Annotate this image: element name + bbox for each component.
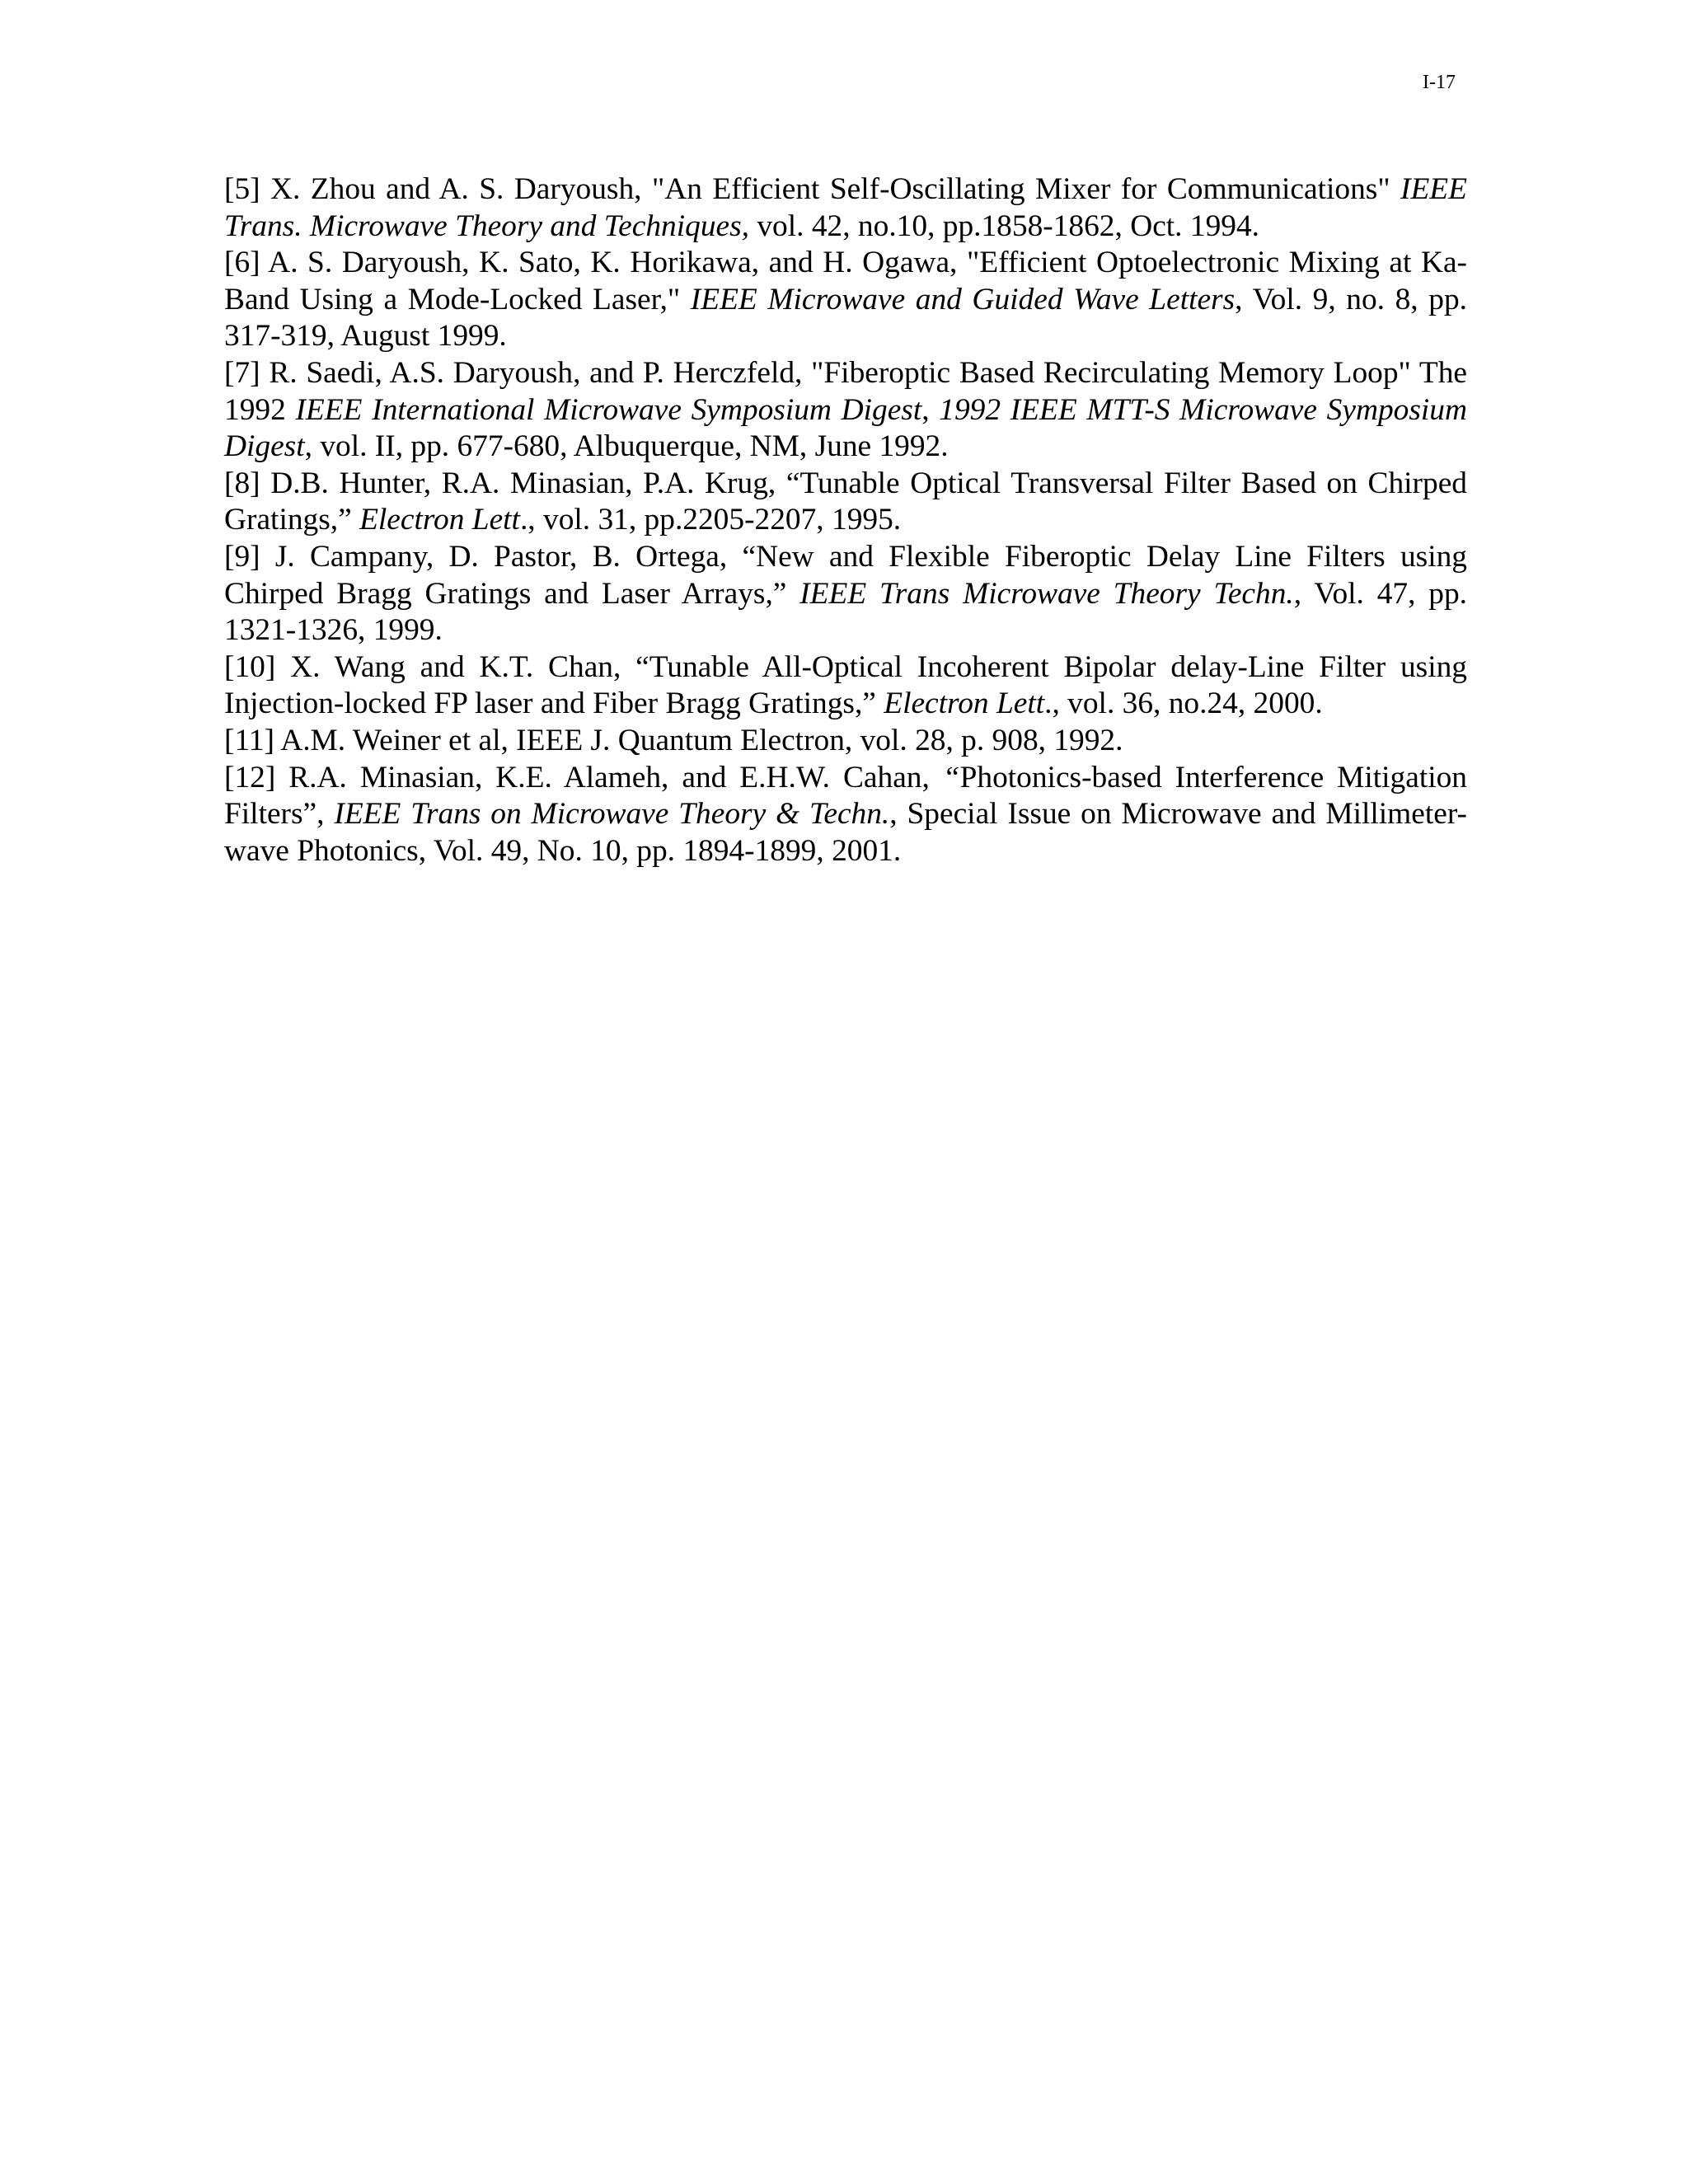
reference-entry (224, 466, 1467, 539)
reference-entry (224, 539, 1467, 649)
reference-text: , Vol. 47, pp. 1321-1326, 1999. (224, 576, 1468, 648)
reference-text: [8] D.B. Hunter, R.A. Minasian, P.A. Krug, “Tunable Optical Transversal Filter Based on Chirped Gratings,” (224, 466, 1467, 537)
reference-entry (224, 171, 1467, 245)
reference-italic-text: Electron Lett (884, 687, 1045, 721)
reference-text: [5] X. Zhou and A. S. Daryoush, "An Efficient Self-Oscillating Mixer for Communications" (224, 172, 1401, 206)
reference-list (224, 171, 1467, 869)
reference-text: ., vol. 36, no.24, 2000. (1044, 687, 1323, 721)
reference-entry (224, 245, 1467, 355)
reference-text: , Special Issue on Microwave and Millimeter-wave Photonics, Vol. 49, No. 10, pp. 1894-1899, 2001. (224, 797, 1467, 868)
reference-italic-text: IEEE Trans on Microwave Theory & Techn. (334, 797, 890, 832)
reference-text: , vol. II, pp. 677-680, Albuquerque, NM, June 1992. (304, 429, 949, 464)
reference-text: [10] X. Wang and K.T. Chan, “Tunable All-Optical Incoherent Bipolar delay-Line Filter using Injection-locked FP laser and Fiber Bragg Gratings,” (224, 649, 1467, 721)
reference-text: [9] J. Campany, D. Pastor, B. Ortega, “New and Flexible Fiberoptic Delay Line Filters using Chirped Bragg Gratings and Laser Arrays,” (224, 539, 1467, 611)
page-number: I-17 (1423, 72, 1456, 93)
reference-entry (224, 355, 1467, 466)
reference-italic-text: “ (942, 760, 960, 794)
reference-italic-text: IEEE Trans. Microwave Theory and Techniques, (224, 172, 1467, 243)
reference-text: [6] A. S. Daryoush, K. Sato, K. Horikawa, and H. Ogawa, "Efficient Optoelectronic Mixing at Ka-Band Using a Mode-Locked Laser," (224, 246, 1467, 316)
reference-text: [7] R. Saedi, A.S. Daryoush, and P. Herczfeld, "Fiberoptic Based Recirculating Memory Loop" The 1992 (224, 355, 1467, 427)
reference-entry (224, 649, 1467, 723)
reference-text: ., vol. 31, pp.2205-2207, 1995. (519, 503, 902, 537)
reference-entry (224, 723, 1467, 760)
reference-text: [12] R.A. Minasian, K.E. Alameh, and E.H.W. Cahan, (224, 760, 943, 794)
reference-italic-text: IEEE Trans Microwave Theory Techn. (799, 576, 1294, 611)
reference-text: vol. 42, no.10, pp.1858-1862, Oct. 1994. (749, 209, 1260, 243)
reference-italic-text: IEEE International Microwave Symposium Digest (295, 392, 922, 427)
reference-italic-text: IEEE Microwave and Guided Wave Letters (690, 282, 1236, 316)
reference-italic-text: Electron Lett (359, 503, 520, 537)
reference-text: , (921, 392, 940, 427)
reference-italic-text: 1992 IEEE MTT-S Microwave Symposium Digest (224, 392, 1467, 464)
reference-text: , Vol. 9, no. 8, pp. 317-319, August 1999. (224, 282, 1467, 354)
reference-entry (224, 760, 1467, 870)
reference-text: [11] A.M. Weiner et al, IEEE J. Quantum Electron, vol. 28, p. 908, 1992. (224, 723, 1123, 757)
reference-text: Photonics-based Interference Mitigation Filters”, (224, 760, 1468, 832)
